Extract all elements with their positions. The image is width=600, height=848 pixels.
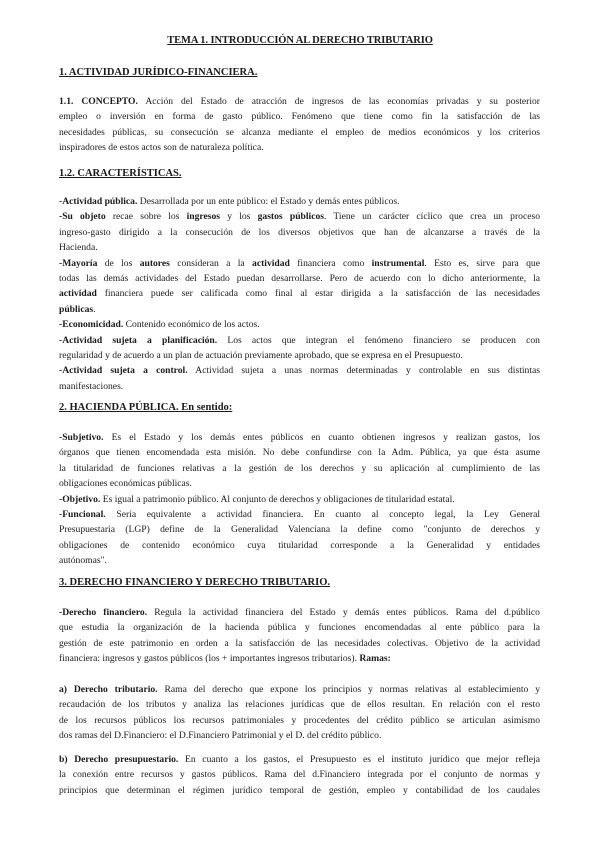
list-item: -Su objeto recae sobre los ingresos y los gastos públicos. Tiene un carácter cíclico que crea un proceso	[59, 211, 540, 223]
derecho-financiero-paragraph: -Derecho financiero. Regula la actividad financiera del Estado y demás entes públicos. Rama del d.público que estudia la organización de la hacienda pública y funciones encomendadas al ente público para la gestión de este patrimonio en orden a la satisfacción de las necesidades colectivas. Objetivo de la actividad financiera: ingresos y gastos públicos (los + importantes ingresos tributarios). Ramas:	[59, 607, 540, 665]
section-2-heading: 2. HACIENDA PÚBLICA. En sentido:	[59, 402, 233, 413]
section-3-heading: 3. DERECHO FINANCIERO Y DERECHO TRIBUTARIO.	[59, 577, 330, 588]
list-item: -Objetivo. Es igual a patrimonio público. Al conjunto de derechos y obligaciones de titularidad estatal.	[59, 493, 455, 505]
document-title: TEMA 1. INTRODUCCIÓN AL DERECHO TRIBUTARIO	[167, 35, 433, 46]
list-item: -Mayoría de los autores consideran a la actividad financiera como instrumental. Esto es, sirve para que	[59, 257, 540, 269]
hacienda-publica-list: -Subjetivo. Es el Estado y los demás entes públicos en cuanto obtienen ingresos y realizan gastos, los órganos que tienen encomendada esta misión. No debe confundirse con la Adm. Pública, ya que ésta asume la titularidad de funciones relativas a la gestión de los derechos y su aplicación al cumplimiento de las obligaciones económicas públicas. -Objetivo. Es igual a patrimonio público. Al conjunto de derechos y obligaciones de titularidad estatal. -Funcional. Sería equivalente a actividad financiera. En cuanto al concepto legal, la Ley General Presupuestaria (LGP) define de la Generalidad Valenciana la define como "conjunto de derechos y obligaciones de contenido económico cuya titularidad corresponde a la Generalidad y entidades autónomas".	[59, 432, 540, 567]
list-item: -Actividad sujeta a planificación. Los actos que integran el fenómeno financiero se producen con	[59, 334, 540, 346]
list-item: -Actividad sujeta a control. Actividad sujeta a unas normas determinadas y controlable en sus distintas	[59, 365, 540, 377]
section-1-1-paragraph: 1.1. CONCEPTO. Acción del Estado de atracción de ingresos de las economías privadas y su posterior empleo o inversión en forma de gasto público. Fenómeno que tiene como fin la satisfacción de las necesidades públicas, su consecución se alcanza mediante el empleo de medios económicos y los criterios inspiradores de estos actos son de naturaleza política.	[59, 96, 540, 154]
list-item: -Economicidad. Contenido económico de los actos.	[59, 319, 260, 331]
concept-label: 1.1. CONCEPTO.	[59, 96, 138, 107]
section-1-heading: 1. ACTIVIDAD JURÍDICO-FINANCIERA.	[59, 67, 258, 78]
characteristics-list: -Actividad pública. Desarrollada por un ente público: el Estado y demás entes públicos. -Su objeto recae sobre los ingresos y los gastos públicos. Tiene un carácter cíclico que crea un proceso ingreso-gasto dirigido a la consecución de los diversos objetivos que han de alcanzarse a través de la Hacienda. -Mayoría de los autores consideran a la actividad financiera como instrumental. Esto es, sirve para que todas las demás actividades del Estado puedan desarrollarse. Pero de acuerdo con lo dicho anteriormente, la actividad financiera puede ser calificada como final al estar dirigida a la satisfacción de las necesidades públicas. -Economicidad. Contenido económico de los actos. -Actividad sujeta a planificación. Los actos que integran el fenómeno financiero se producen con regularidad y de acuerdo a un plan de actuación previamente aprobado, que se expresa en el Presupuesto. -Actividad sujeta a control. Actividad sujeta a unas normas determinadas y controlable en sus distintas manifestaciones.	[59, 196, 540, 392]
derecho-tributario-paragraph: a) Derecho tributario. Rama del derecho que expone los principios y normas relativas al establecimiento y recaudación de los tributos y analiza las relaciones jurídicas que de ellos resultan. En relación con el resto de los recursos públicos los recursos patrimoniales y procedentes del crédito público se articulan asimismo dos ramas del D.Financiero: el D.Financiero Patrimonial y el D. del crédito público.	[59, 684, 540, 742]
section-1-2-heading: 1.2. CARACTERÍSTICAS.	[59, 168, 182, 179]
list-item: -Actividad pública. Desarrollada por un ente público: el Estado y demás entes públicos.	[59, 196, 400, 207]
list-item: -Funcional. Sería equivalente a actividad financiera. En cuanto al concepto legal, la Ley General	[59, 508, 540, 520]
derecho-presupuestario-paragraph: b) Derecho presupuestario. En cuanto a los gastos, el Presupuesto es el instituto jurídico que mejor refleja la conexión entre recursos y gastos públicos. Rama del d.Financiero integrada por el conjunto de normas y principios que determinan el régimen jurídico temporal de gestión, empleo y contabilidad de los caudales	[59, 754, 540, 796]
list-item: -Subjetivo. Es el Estado y los demás entes públicos en cuanto obtienen ingresos y realizan gastos, los	[59, 432, 540, 443]
